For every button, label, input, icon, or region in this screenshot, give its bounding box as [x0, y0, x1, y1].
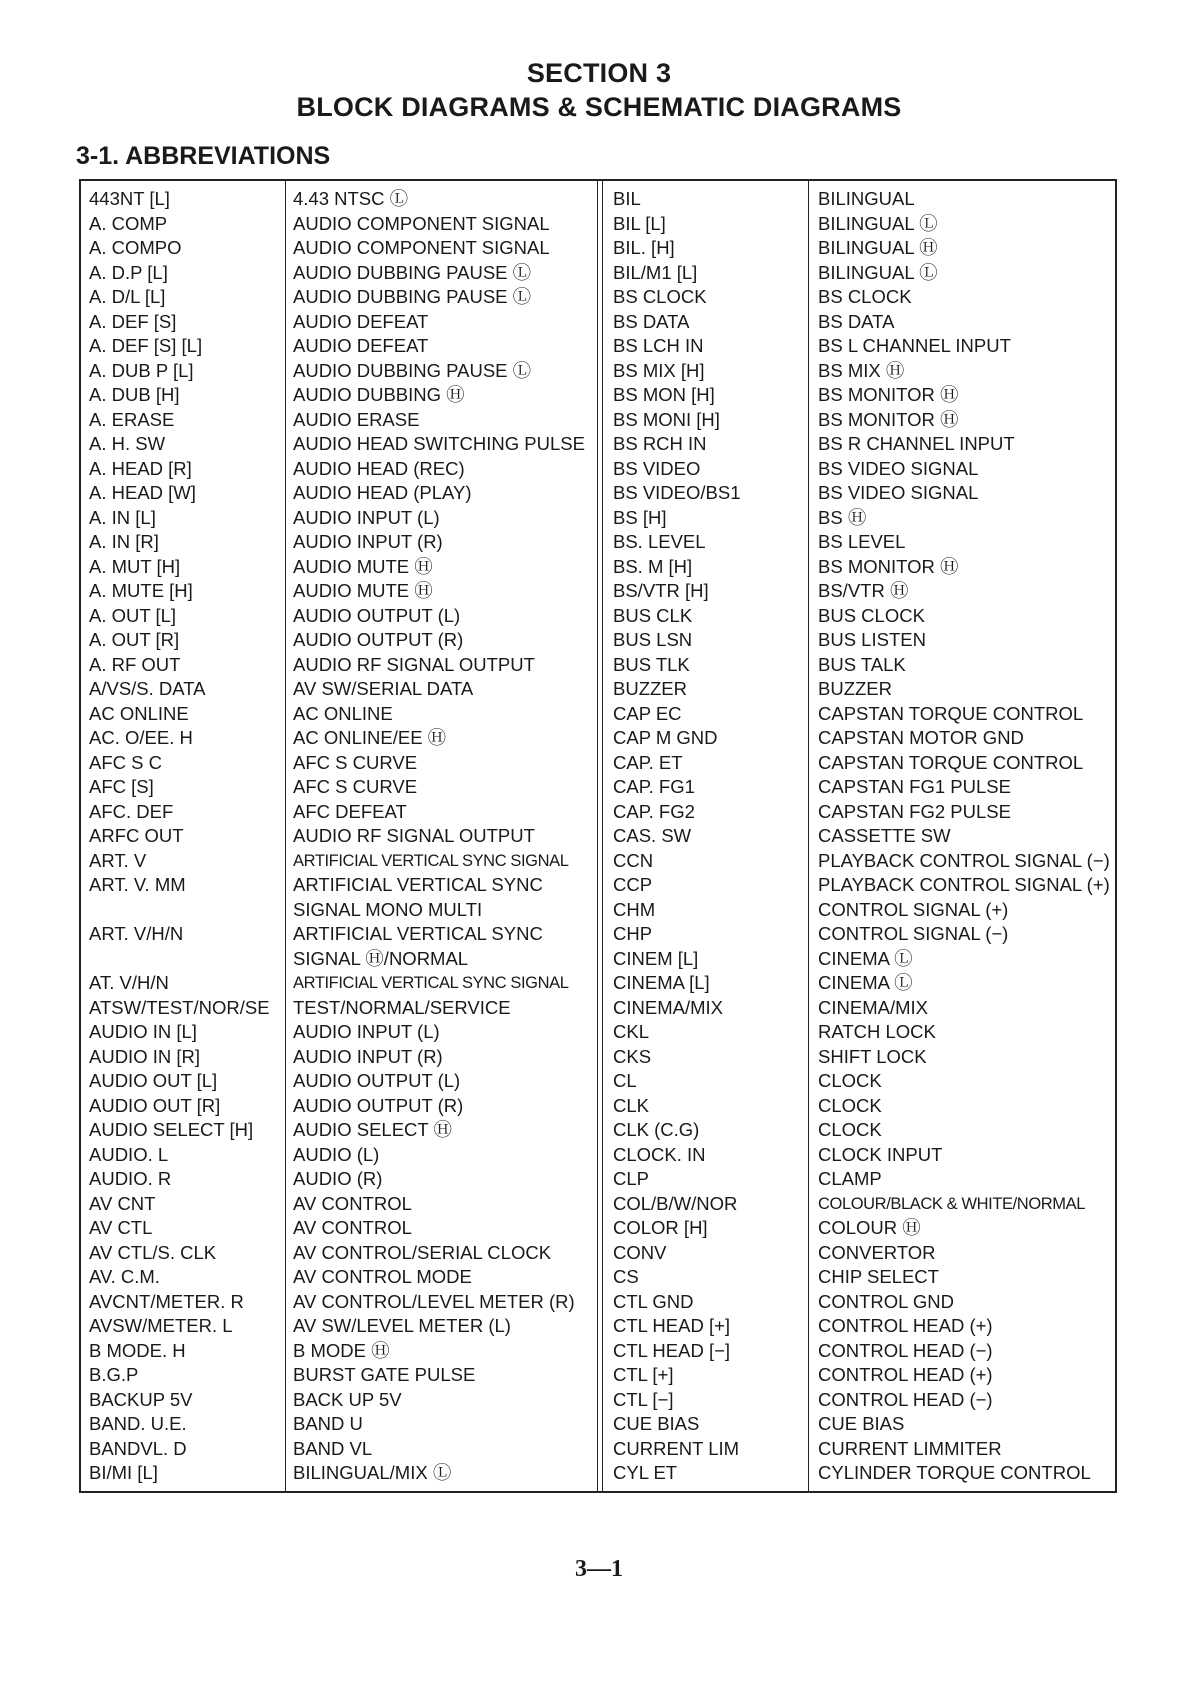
meaning-cell: AUDIO ERASE [293, 408, 420, 430]
meaning-cell: BS Ⓗ [818, 506, 867, 528]
abbreviation-cell: BUZZER [613, 678, 687, 699]
subsection-heading: 3-1. ABBREVIATIONS [76, 142, 331, 170]
meaning-cell: AUDIO INPUT (L) [293, 1021, 440, 1042]
meaning-cell: AV CONTROL [293, 1192, 412, 1214]
right-meaning-column [808, 181, 1117, 1491]
abbreviation-cell: AUDIO. R [89, 1168, 172, 1189]
meaning-cell: B MODE Ⓗ [293, 1339, 390, 1361]
abbreviation-cell: CLK (C.G) [613, 1119, 700, 1140]
abbreviation-cell: ART. V/H/N [89, 923, 184, 944]
meaning-cell: AUDIO (L) [293, 1143, 380, 1165]
meaning-cell: AV CONTROL/LEVEL METER (R) [293, 1290, 575, 1312]
meaning-cell: BAND VL [293, 1437, 373, 1459]
meaning-cell: SIGNAL Ⓗ/NORMAL [293, 947, 469, 969]
meaning-cell: 4.43 NTSC Ⓛ [293, 188, 409, 209]
meaning-cell: CONTROL HEAD (−) [818, 1388, 993, 1410]
abbreviation-cell: CTL [−] [613, 1388, 674, 1410]
left-meaning-column [285, 181, 597, 1491]
abbreviation-cell: CKS [613, 1045, 652, 1067]
abbreviation-cell: CCP [613, 874, 653, 895]
abbreviation-cell: A. D.P [L] [89, 261, 168, 283]
meaning-cell: BS VIDEO SIGNAL [818, 457, 979, 479]
abbreviation-cell: CUE BIAS [613, 1413, 700, 1434]
meaning-cell: AUDIO HEAD (REC) [293, 457, 465, 479]
meaning-cell: CONTROL GND [818, 1290, 955, 1312]
abbreviation-cell: BANDVL. D [89, 1437, 187, 1459]
meaning-cell: COLOUR Ⓗ [818, 1217, 921, 1238]
meaning-cell: BS MONITOR Ⓗ [818, 408, 959, 430]
meaning-cell: CLAMP [818, 1168, 882, 1189]
meaning-cell: AC ONLINE/EE Ⓗ [293, 727, 447, 748]
abbreviation-cell: CLP [613, 1168, 649, 1189]
meaning-cell: AUDIO MUTE Ⓗ [293, 580, 433, 601]
abbreviations-table [79, 179, 1117, 1493]
abbreviation-cell: AC. O/EE. H [89, 727, 193, 748]
page-title: BLOCK DIAGRAMS & SCHEMATIC DIAGRAMS [296, 92, 902, 122]
abbreviation-cell: CAP. FG1 [613, 776, 695, 797]
abbreviation-cell: AUDIO IN [R] [89, 1045, 201, 1067]
abbreviation-cell: BS RCH IN [613, 433, 707, 454]
abbreviation-cell: A. ERASE [89, 408, 175, 430]
abbreviation-cell: CAP M GND [613, 727, 718, 748]
abbreviation-cell: BUS TLK [613, 653, 690, 675]
abbreviation-cell: CINEM [L] [613, 947, 699, 969]
abbreviation-cell: AV. C.M. [89, 1266, 160, 1287]
abbreviation-cell: BIL [L] [613, 212, 666, 234]
abbreviation-cell: ART. V. MM [89, 874, 186, 895]
meaning-cell: AUDIO OUTPUT (L) [293, 1070, 461, 1091]
meaning-cell: BS CLOCK [818, 286, 912, 307]
meaning-cell: CONTROL SIGNAL (−) [818, 923, 1009, 944]
abbreviation-cell: ATSW/TEST/NOR/SE [89, 996, 270, 1018]
meaning-cell: CYLINDER TORQUE CONTROL [818, 1462, 1091, 1483]
meaning-cell: BUS TALK [818, 653, 906, 675]
abbreviation-cell: A. OUT [L] [89, 604, 177, 626]
meaning-cell: AUDIO COMPONENT SIGNAL [293, 237, 550, 258]
abbreviation-cell [81, 898, 285, 923]
abbreviation-cell: CTL HEAD [+] [613, 1315, 731, 1336]
meaning-cell: AUDIO DUBBING PAUSE Ⓛ [293, 286, 532, 307]
abbreviation-cell: B MODE. H [89, 1339, 186, 1361]
abbreviation-cell: BS MONI [H] [613, 408, 720, 430]
abbreviation-cell: AFC S C [89, 751, 162, 773]
abbreviation-cell: AC ONLINE [89, 702, 189, 724]
abbreviation-cell: BIL. [H] [613, 237, 675, 258]
abbreviation-cell: CAP. FG2 [613, 800, 695, 822]
meaning-cell: BS MONITOR Ⓗ [818, 555, 959, 577]
page-number: 3—1 [575, 1556, 623, 1582]
meaning-cell: AV CONTROL MODE [293, 1266, 472, 1287]
abbreviation-cell: CAP EC [613, 702, 682, 724]
meaning-cell: CLOCK [818, 1070, 882, 1091]
abbreviation-cell: A. H. SW [89, 433, 166, 454]
meaning-cell: BILINGUAL/MIX Ⓛ [293, 1462, 452, 1483]
meaning-cell: BILINGUAL Ⓛ [818, 261, 938, 283]
meaning-cell: AFC S CURVE [293, 751, 418, 773]
meaning-cell: BS MIX Ⓗ [818, 359, 905, 381]
abbreviation-cell: B.G.P [89, 1364, 139, 1385]
abbreviation-cell: BUS LSN [613, 629, 693, 650]
abbreviation-cell: COL/B/W/NOR [613, 1192, 738, 1214]
meaning-cell: CLOCK INPUT [818, 1143, 943, 1165]
abbreviation-cell: ART. V [89, 849, 147, 871]
abbreviation-cell: BS [H] [613, 506, 667, 528]
meaning-cell: CONVERTOR [818, 1241, 936, 1263]
meaning-cell: AUDIO MUTE Ⓗ [293, 555, 433, 577]
abbreviation-cell: A. DEF [S] [89, 310, 177, 332]
abbreviation-cell: AV CTL [89, 1217, 153, 1238]
meaning-cell: AV SW/LEVEL METER (L) [293, 1315, 511, 1336]
meaning-cell: BS VIDEO SIGNAL [818, 482, 979, 503]
meaning-cell: AUDIO DUBBING Ⓗ [293, 384, 465, 405]
meaning-cell: BAND U [293, 1413, 363, 1434]
left-abbreviation-column [81, 181, 285, 1491]
abbreviation-cell: A. COMPO [89, 237, 182, 258]
abbreviation-cell: BS. M [H] [613, 555, 693, 577]
meaning-cell: BACK UP 5V [293, 1388, 402, 1410]
section-label: SECTION 3 [526, 58, 672, 88]
abbreviation-cell: ARFC OUT [89, 825, 184, 846]
abbreviation-cell: AVSW/METER. L [89, 1315, 233, 1336]
meaning-cell: AUDIO INPUT (R) [293, 1045, 443, 1067]
abbreviation-cell: A. MUT [H] [89, 555, 181, 577]
abbreviation-cell: CTL [+] [613, 1364, 674, 1385]
meaning-cell: AUDIO OUTPUT (L) [293, 604, 461, 626]
meaning-cell: ARTIFICIAL VERTICAL SYNC SIGNAL [293, 851, 569, 870]
abbreviation-cell: CLK [613, 1094, 649, 1116]
abbreviation-cell: BAND. U.E. [89, 1413, 187, 1434]
meaning-cell: CONTROL SIGNAL (+) [818, 898, 1009, 920]
meaning-cell: CAPSTAN MOTOR GND [818, 727, 1024, 748]
meaning-cell: AFC S CURVE [293, 776, 418, 797]
abbreviation-cell: CAS. SW [613, 825, 692, 846]
meaning-cell: AUDIO HEAD SWITCHING PULSE [293, 433, 585, 454]
meaning-cell: PLAYBACK CONTROL SIGNAL (−) [818, 849, 1110, 871]
meaning-cell: BS/VTR Ⓗ [818, 580, 909, 601]
meaning-cell: COLOUR/BLACK & WHITE/NORMAL [818, 1194, 1085, 1213]
meaning-cell: RATCH LOCK [818, 1021, 936, 1042]
meaning-cell: BILINGUAL Ⓗ [818, 237, 938, 258]
meaning-cell: CASSETTE SW [818, 825, 951, 846]
meaning-cell: CONTROL HEAD (−) [818, 1339, 993, 1361]
abbreviation-cell: A/VS/S. DATA [89, 678, 206, 699]
meaning-cell: BS DATA [818, 310, 895, 332]
abbreviation-cell: A. RF OUT [89, 653, 181, 675]
meaning-cell: BUZZER [818, 678, 892, 699]
abbreviation-cell: BS LCH IN [613, 335, 704, 356]
meaning-cell: TEST/NORMAL/SERVICE [293, 996, 511, 1018]
meaning-cell: CAPSTAN TORQUE CONTROL [818, 751, 1084, 773]
abbreviation-cell: AFC. DEF [89, 800, 174, 822]
meaning-cell: AUDIO RF SIGNAL OUTPUT [293, 825, 535, 846]
abbreviation-cell: A. HEAD [W] [89, 482, 196, 503]
meaning-cell: AUDIO INPUT (L) [293, 506, 440, 528]
meaning-cell: CUE BIAS [818, 1413, 905, 1434]
abbreviation-cell: A. D/L [L] [89, 286, 166, 307]
meaning-cell: CINEMA Ⓛ [818, 947, 913, 969]
abbreviation-cell: AUDIO SELECT [H] [89, 1119, 254, 1140]
meaning-cell: AUDIO DEFEAT [293, 335, 429, 356]
meaning-cell: CINEMA Ⓛ [818, 972, 913, 993]
meaning-cell: ARTIFICIAL VERTICAL SYNC [293, 923, 543, 944]
meaning-cell: CAPSTAN TORQUE CONTROL [818, 702, 1084, 724]
meaning-cell: CONTROL HEAD (+) [818, 1364, 993, 1385]
column-divider [597, 181, 598, 1491]
abbreviation-cell: AUDIO IN [L] [89, 1021, 197, 1042]
abbreviation-cell: A. OUT [R] [89, 629, 180, 650]
abbreviation-cell: BACKUP 5V [89, 1388, 193, 1410]
meaning-cell: AV CONTROL [293, 1217, 412, 1238]
meaning-cell: AUDIO DEFEAT [293, 310, 429, 332]
meaning-cell: AUDIO OUTPUT (R) [293, 1094, 464, 1116]
abbreviation-cell: CHM [613, 898, 656, 920]
meaning-cell: AUDIO OUTPUT (R) [293, 629, 464, 650]
abbreviation-cell: 443NT [L] [89, 188, 170, 209]
abbreviation-cell: BS MON [H] [613, 384, 715, 405]
meaning-cell: AUDIO SELECT Ⓗ [293, 1119, 453, 1140]
abbreviation-cell: BS DATA [613, 310, 690, 332]
abbreviation-cell: AT. V/H/N [89, 972, 169, 993]
abbreviation-cell: AV CNT [89, 1192, 156, 1214]
meaning-cell: BILINGUAL [818, 188, 915, 209]
meaning-cell: CURRENT LIMMITER [818, 1437, 1002, 1459]
meaning-cell: CLOCK [818, 1094, 882, 1116]
meaning-cell: PLAYBACK CONTROL SIGNAL (+) [818, 874, 1110, 895]
meaning-cell: AV SW/SERIAL DATA [293, 678, 474, 699]
meaning-cell: BUS CLOCK [818, 604, 925, 626]
abbreviation-cell: BS CLOCK [613, 286, 707, 307]
abbreviation-cell: A. HEAD [R] [89, 457, 192, 479]
meaning-cell: CAPSTAN FG2 PULSE [818, 800, 1011, 822]
abbreviation-cell: AUDIO OUT [R] [89, 1094, 221, 1116]
meaning-cell: CLOCK [818, 1119, 882, 1140]
meaning-cell: BILINGUAL Ⓛ [818, 212, 938, 234]
abbreviation-cell: A. DEF [S] [L] [89, 335, 203, 356]
abbreviation-cell: BS VIDEO/BS1 [613, 482, 741, 503]
abbreviation-cell: CINEMA [L] [613, 972, 710, 993]
abbreviation-cell: A. IN [L] [89, 506, 156, 528]
abbreviation-cell: CTL HEAD [−] [613, 1339, 731, 1361]
abbreviation-cell: CONV [613, 1241, 667, 1263]
right-abbreviation-column [603, 181, 808, 1491]
meaning-cell: AUDIO DUBBING PAUSE Ⓛ [293, 261, 532, 283]
abbreviation-cell: BS MIX [H] [613, 359, 705, 381]
abbreviation-cell: CCN [613, 849, 654, 871]
meaning-cell: CINEMA/MIX [818, 996, 928, 1018]
meaning-cell: BS LEVEL [818, 531, 906, 552]
meaning-cell: AUDIO DUBBING PAUSE Ⓛ [293, 359, 532, 381]
meaning-cell: AV CONTROL/SERIAL CLOCK [293, 1241, 552, 1263]
meaning-cell: AFC DEFEAT [293, 800, 407, 822]
abbreviation-cell: AVCNT/METER. R [89, 1290, 244, 1312]
abbreviation-cell: A. COMP [89, 212, 168, 234]
abbreviation-cell: CYL ET [613, 1462, 678, 1483]
abbreviation-cell: CL [613, 1070, 637, 1091]
abbreviation-cell: BS VIDEO [613, 457, 701, 479]
meaning-cell: CONTROL HEAD (+) [818, 1315, 993, 1336]
meaning-cell: SHIFT LOCK [818, 1045, 927, 1067]
abbreviation-cell: BIL [613, 188, 641, 209]
abbreviation-cell [81, 947, 285, 972]
abbreviation-cell: CS [613, 1266, 639, 1287]
abbreviation-cell: A. DUB [H] [89, 384, 180, 405]
meaning-cell: AUDIO (R) [293, 1168, 383, 1189]
meaning-cell: AUDIO RF SIGNAL OUTPUT [293, 653, 535, 675]
abbreviation-cell: CTL GND [613, 1290, 694, 1312]
abbreviation-cell: BIL/M1 [L] [613, 261, 698, 283]
meaning-cell: BS R CHANNEL INPUT [818, 433, 1015, 454]
abbreviation-cell: CLOCK. IN [613, 1143, 706, 1165]
meaning-cell: CHIP SELECT [818, 1266, 939, 1287]
meaning-cell: AC ONLINE [293, 702, 393, 724]
abbreviation-cell: A. DUB P [L] [89, 359, 194, 381]
abbreviation-cell: CURRENT LIM [613, 1437, 740, 1459]
abbreviation-cell: CAP. ET [613, 751, 683, 773]
abbreviation-cell: CKL [613, 1021, 649, 1042]
abbreviation-cell: BI/MI [L] [89, 1462, 158, 1483]
abbreviation-cell: BS/VTR [H] [613, 580, 709, 601]
meaning-cell: AUDIO HEAD (PLAY) [293, 482, 472, 503]
meaning-cell: BURST GATE PULSE [293, 1364, 476, 1385]
abbreviation-cell: CHP [613, 923, 653, 944]
meaning-cell: BUS LISTEN [818, 629, 926, 650]
meaning-cell: ARTIFICIAL VERTICAL SYNC [293, 874, 543, 895]
abbreviation-cell: BS. LEVEL [613, 531, 706, 552]
abbreviation-cell: A. MUTE [H] [89, 580, 193, 601]
meaning-cell: ARTIFICIAL VERTICAL SYNC SIGNAL [293, 974, 569, 992]
meaning-cell: BS MONITOR Ⓗ [818, 384, 959, 405]
abbreviation-cell: CINEMA/MIX [613, 996, 723, 1018]
meaning-cell: CAPSTAN FG1 PULSE [818, 776, 1011, 797]
abbreviation-cell: AV CTL/S. CLK [89, 1241, 217, 1263]
abbreviation-cell: COLOR [H] [613, 1217, 708, 1238]
abbreviation-cell: AUDIO OUT [L] [89, 1070, 218, 1091]
abbreviation-cell: AUDIO. L [89, 1143, 169, 1165]
abbreviation-cell: BUS CLK [613, 604, 693, 626]
abbreviation-cell: AFC [S] [89, 776, 154, 797]
abbreviation-cell: A. IN [R] [89, 531, 159, 552]
meaning-cell: AUDIO INPUT (R) [293, 531, 443, 552]
meaning-cell: AUDIO COMPONENT SIGNAL [293, 212, 550, 234]
meaning-cell: BS L CHANNEL INPUT [818, 335, 1011, 356]
meaning-cell: SIGNAL MONO MULTI [293, 898, 483, 920]
